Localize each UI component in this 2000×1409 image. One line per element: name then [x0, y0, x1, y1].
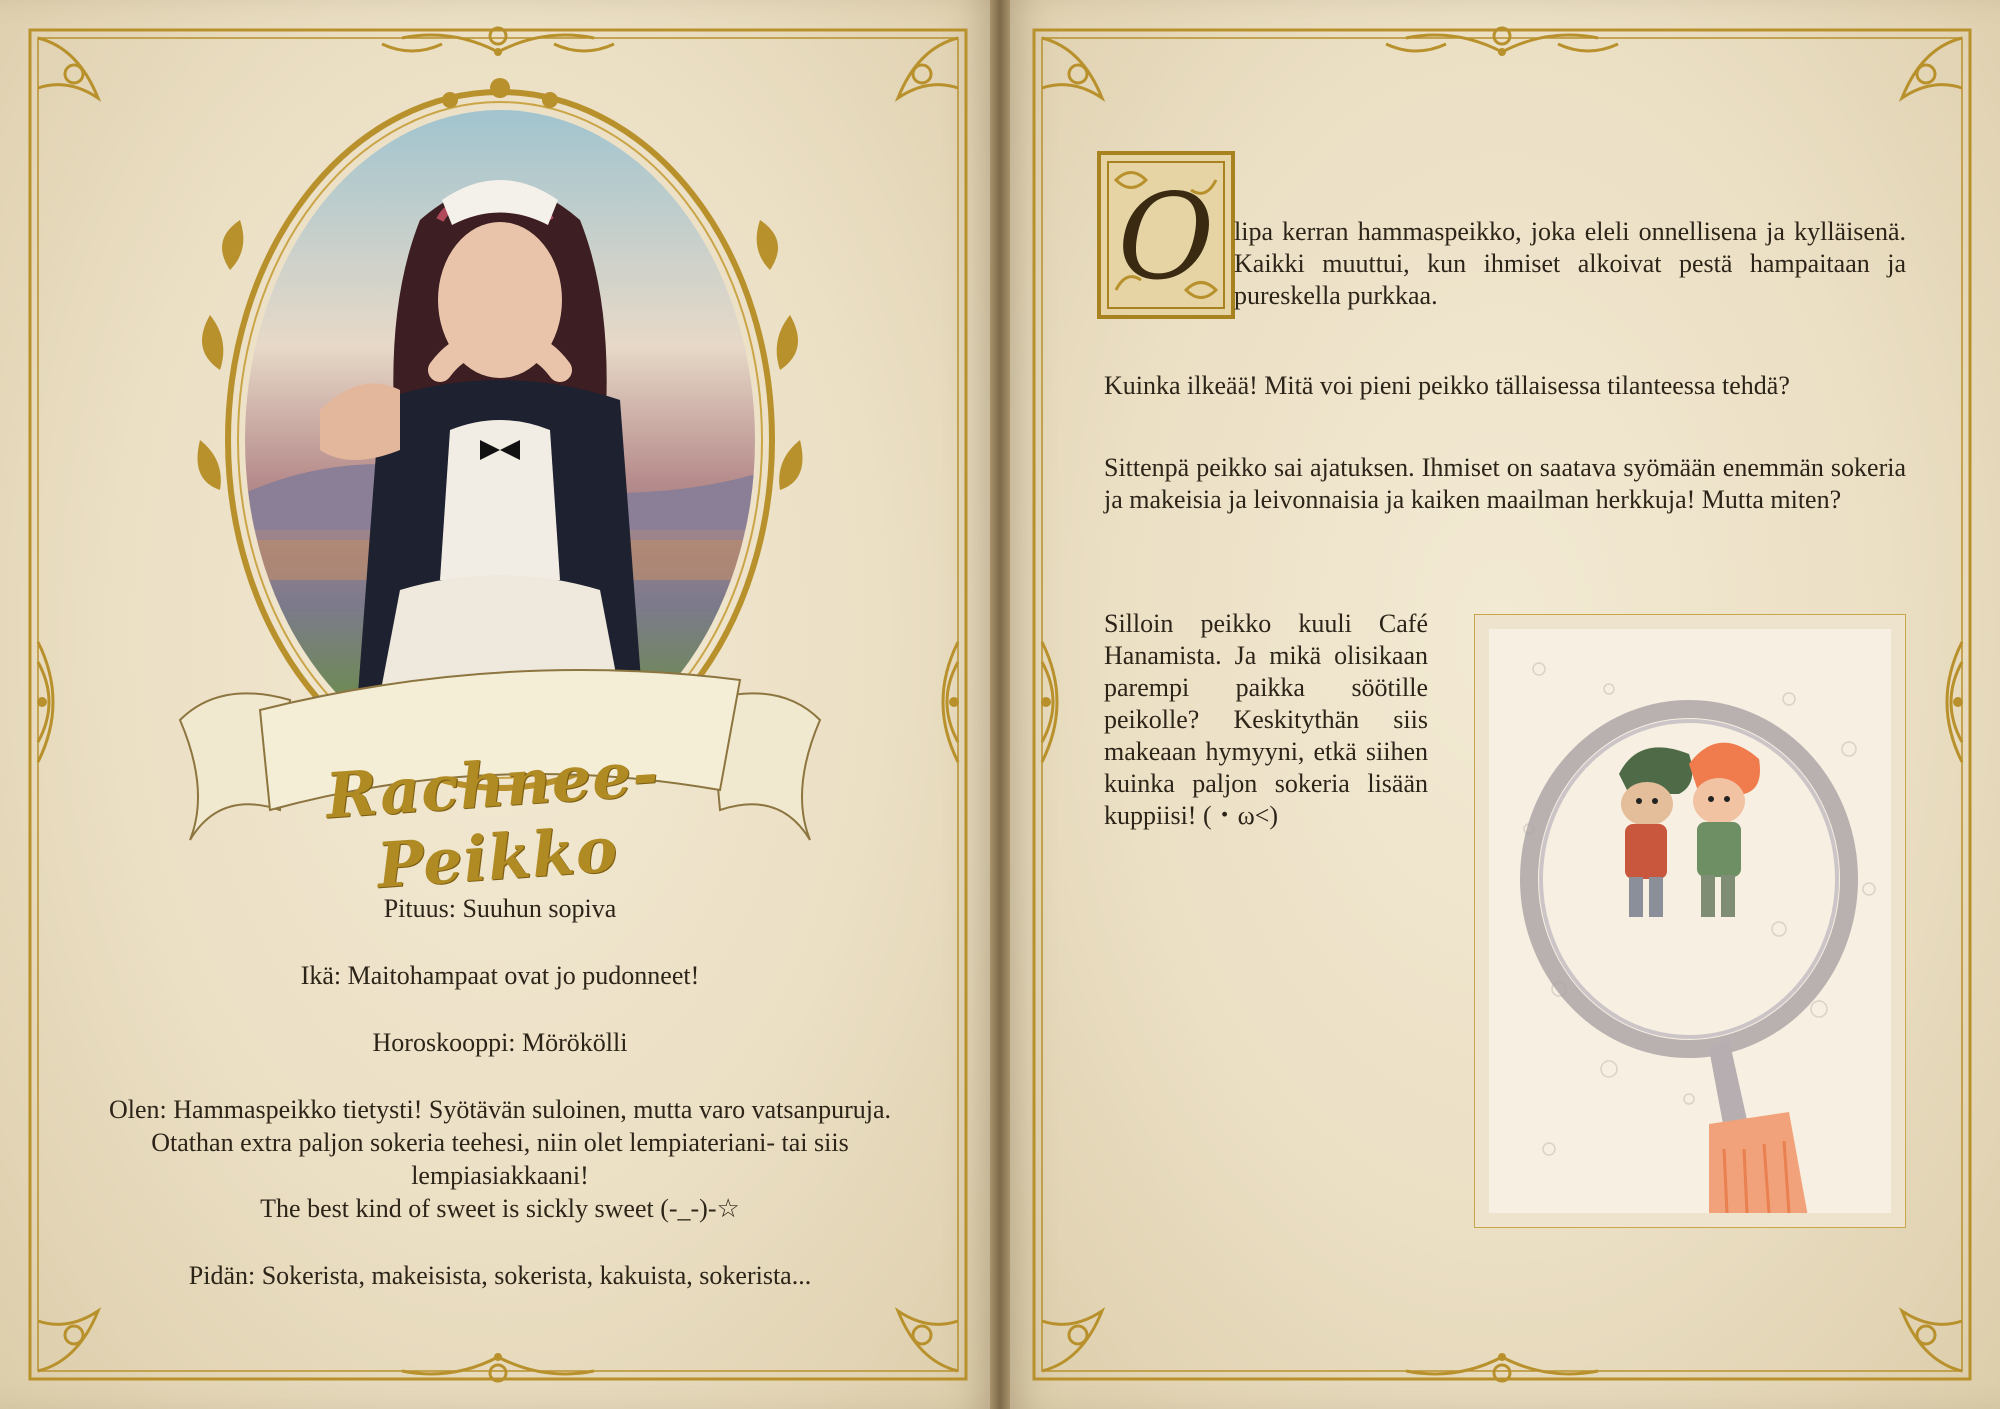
story-paragraph-4: Silloin peikko kuuli Café Hanamista. Ja mikä olisikaan parempi paikka söötille peikolle? Keskitythän siis makeaan hymyyni, etkä siihen kuinka paljon sokeria lisään kuppiisi! (・ω<) [1104, 609, 1428, 830]
profile-about: Olen: Hammaspeikko tietysti! Syötävän suloinen, mutta varo vatsanpuruja. Otathan extra paljon sokeria teehesi, niin olet lempiateriani- tai siis lempiasiakkaani! [108, 1095, 891, 1190]
book-gutter [990, 0, 1010, 1409]
story-paragraph-1: lipa kerran hammaspeikko, joka eleli onnellisena ja kylläisenä. Kaikki muuttui, kun ihmiset alkoivat pestä hampaitaan ja pureskella purkkaa. [1234, 217, 1906, 310]
story-paragraph-3: Sittenpä peikko sai ajatuksen. Ihmiset on saatava syömään enemmän sokeria ja makeisia ja leivonnaisia ja kaiken maailman herkkuja! Mutta miten? [1104, 453, 1906, 514]
troll-mirror-illustration [1489, 629, 1891, 1213]
drop-cap-ornament [1096, 150, 1236, 320]
illustration-frame [1474, 614, 1906, 1228]
profile-age: Ikä: Maitohampaat ovat jo pudonneet! [300, 961, 700, 990]
profile-horoscope: Horoskooppi: Mörökölli [372, 1028, 628, 1057]
banner-name: Rachnee-Peikko [323, 736, 662, 903]
left-page [0, 0, 996, 1409]
profile-text [100, 892, 900, 1326]
drop-cap-letter: O [1117, 168, 1215, 306]
profile-motto: The best kind of sweet is sickly sweet (‐_‐)-☆ [260, 1194, 740, 1223]
story-paragraph-2: Kuinka ilkeää! Mitä voi pieni peikko tällaisessa tilanteessa tehdä? [1104, 371, 1790, 400]
profile-height: Pituus: Suuhun sopiva [383, 894, 617, 923]
profile-likes: Pidän: Sokerista, makeisista, sokerista, kakuista, sokerista... [188, 1261, 812, 1290]
